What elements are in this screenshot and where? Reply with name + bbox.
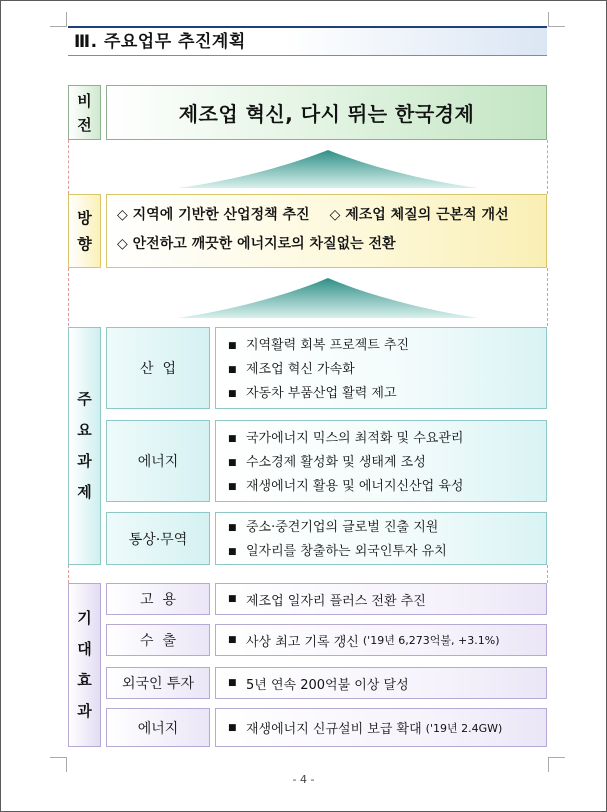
task-item-text: 수소경제 활성화 및 생태계 조성 bbox=[246, 455, 426, 470]
task-details-energy bbox=[215, 420, 547, 502]
effect-text: 사상 최고 기록 갱신 bbox=[246, 634, 359, 650]
task-item-text: 일자리를 창출하는 외국인투자 유치 bbox=[246, 544, 447, 559]
up-arrow-icon bbox=[178, 278, 478, 320]
bullet-icon: ■ bbox=[228, 547, 237, 557]
connector-frame bbox=[68, 565, 548, 583]
list-item bbox=[228, 540, 546, 564]
bullet-icon: ■ bbox=[228, 523, 237, 533]
effect-category-investment bbox=[106, 667, 210, 699]
task-category-label: 에너지 bbox=[137, 454, 179, 470]
bullet-icon: ■ bbox=[228, 722, 237, 733]
effect-text: 제조업 일자리 플러스 전환 추진 bbox=[246, 593, 426, 609]
effect-detail-energy bbox=[215, 708, 547, 747]
crop-mark-top-right bbox=[548, 12, 565, 27]
tasks-label-char: 주 bbox=[77, 390, 92, 408]
effect-note: ('19년 6,273억불, +3.1%) bbox=[362, 634, 500, 647]
effect-note: ('19년 2.4GW) bbox=[425, 721, 503, 735]
effects-label-char: 효 bbox=[77, 671, 92, 689]
bullet-icon: ■ bbox=[228, 678, 237, 688]
task-details-trade bbox=[215, 512, 547, 565]
effects-label bbox=[68, 583, 101, 747]
page-number: - 4 - bbox=[292, 773, 315, 786]
task-item-text: 국가에너지 믹스의 최적화 및 수요관리 bbox=[246, 431, 464, 446]
bullet-icon: ■ bbox=[228, 594, 237, 604]
direction-item: ◇ 제조업 체질의 근본적 개선 bbox=[329, 207, 509, 223]
bullet-icon: ■ bbox=[228, 389, 237, 399]
effect-category-energy bbox=[106, 708, 210, 747]
vision-label bbox=[68, 85, 101, 140]
effects-label-char: 과 bbox=[77, 702, 92, 720]
direction-item: ◇ 안전하고 깨끗한 에너지로의 차질없는 전환 bbox=[117, 236, 396, 252]
crop-mark-top-left bbox=[50, 12, 67, 27]
effect-category-label: 외국인 투자 bbox=[121, 676, 195, 692]
bullet-icon: ■ bbox=[228, 341, 237, 351]
effect-text: 5년 연속 200억불 이상 달성 bbox=[246, 677, 409, 693]
up-arrow-icon bbox=[178, 150, 478, 190]
effect-detail-investment bbox=[215, 667, 547, 699]
effects-label-char: 기 bbox=[77, 609, 92, 627]
tasks-label-char: 요 bbox=[77, 421, 92, 439]
vision-text: 제조업 혁신, 다시 뛰는 한국경제 bbox=[106, 85, 547, 140]
task-item-text: 지역활력 회복 프로젝트 추진 bbox=[246, 338, 410, 353]
list-item bbox=[228, 334, 546, 358]
effect-category-export bbox=[106, 624, 210, 656]
task-item-text: 중소·중견기업의 글로벌 진출 지원 bbox=[246, 520, 439, 535]
task-category-industry bbox=[106, 327, 210, 409]
task-category-label: 통상·무역 bbox=[128, 531, 188, 548]
direction-line bbox=[117, 201, 546, 230]
effect-category-label: 수 출 bbox=[140, 633, 176, 649]
direction-label bbox=[68, 194, 101, 268]
bullet-icon: ■ bbox=[228, 365, 237, 375]
effects-label-char: 대 bbox=[77, 640, 92, 658]
bullet-icon: ■ bbox=[228, 635, 237, 645]
list-item bbox=[228, 475, 546, 499]
task-category-trade bbox=[106, 512, 210, 565]
task-item-text: 자동차 부품산업 활력 제고 bbox=[246, 386, 397, 401]
bullet-icon: ■ bbox=[228, 458, 237, 468]
list-item bbox=[228, 451, 546, 475]
bullet-icon: ■ bbox=[228, 482, 237, 492]
vision-label-char: 전 bbox=[77, 115, 92, 134]
effect-text: 재생에너지 신규설비 보급 확대 bbox=[246, 722, 422, 737]
direction-label-char: 향 bbox=[77, 235, 92, 253]
vision-label-char: 비 bbox=[77, 91, 92, 110]
effect-detail-export bbox=[215, 624, 547, 656]
direction-body bbox=[106, 194, 547, 268]
bullet-icon: ■ bbox=[228, 434, 237, 444]
crop-mark-bottom-right bbox=[548, 757, 565, 772]
list-item bbox=[228, 382, 546, 406]
tasks-label-char: 제 bbox=[77, 483, 92, 501]
direction-label-char: 방 bbox=[77, 209, 92, 227]
effect-category-employment bbox=[106, 583, 210, 615]
tasks-label-char: 과 bbox=[77, 452, 92, 470]
task-details-industry bbox=[215, 327, 547, 409]
direction-item: ◇ 지역에 기반한 산업정책 추진 bbox=[117, 207, 310, 223]
task-category-label: 산 업 bbox=[140, 361, 176, 377]
section-title: Ⅲ. 주요업무 추진계획 bbox=[68, 26, 547, 56]
effect-category-label: 에너지 bbox=[137, 720, 179, 737]
task-item-text: 재생에너지 활용 및 에너지신산업 육성 bbox=[246, 479, 464, 494]
tasks-label bbox=[68, 327, 101, 565]
task-category-energy bbox=[106, 420, 210, 502]
effect-detail-employment bbox=[215, 583, 547, 615]
effect-category-label: 고 용 bbox=[140, 592, 176, 608]
list-item bbox=[228, 358, 546, 382]
crop-mark-bottom-left bbox=[50, 757, 67, 772]
list-item bbox=[228, 516, 546, 540]
task-item-text: 제조업 혁신 가속화 bbox=[246, 362, 355, 377]
direction-line bbox=[117, 230, 546, 259]
list-item bbox=[228, 427, 546, 451]
